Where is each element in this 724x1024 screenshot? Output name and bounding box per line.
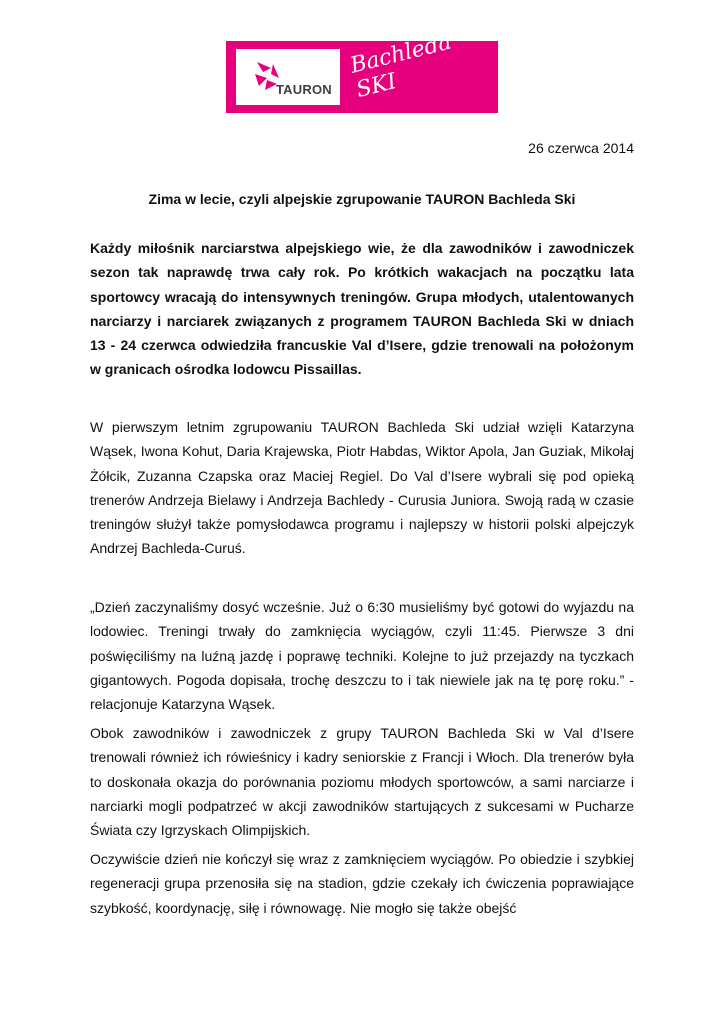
body-paragraph: Obok zawodników i zawodniczek z grupy TAURON Bachleda Ski w Val d’Isere trenowali również ich rówieśnicy i kadry seniorskie z Francji i Włoch. Dla trenerów była to doskonała okazja do porównania poziomu młodych sportowców, a sami narciarze i narciarki mogli podpatrzeć w akcji zawodników startujących z sukcesami w Pucharze Świata czy Igrzyskach Olimpijskich. [90, 725, 634, 839]
document-date: 26 czerwca 2014 [528, 140, 634, 156]
lead-paragraph: Każdy miłośnik narciarstwa alpejskiego wie, że dla zawodników i zawodniczek sezon tak naprawdę trwa cały rok. Po krótkich wakacjach na początku lata sportowcy wracają do intensywnych treningów. Grupa młodych, utalentowanych narciarzy i narciarek związanych z programem TAURON Bachleda Ski w dniach 13 - 24 czerwca odwiedziła francuskie Val d’Isere, gdzie trenowali na położonym w granicach ośrodka lodowcu Pissaillas. [90, 240, 634, 378]
body-paragraph: W pierwszym letnim zgrupowaniu TAURON Bachleda Ski udział wzięli Katarzyna Wąsek, Iwona Kohut, Daria Krajewska, Piotr Habdas, Wiktor Apola, Jan Guziak, Mikołaj Żółcik, Zuzanna Czapska oraz Maciej Regiel. Do Val d’Isere wybrali się pod opieką trenerów Andrzeja Bielawy i Andrzeja Bachledy - Curusia Juniora. Swoją radą w czasie treningów służył także pomysłodawca programu i najlepszy w historii polski alpejczyk Andrzej Bachleda-Curuś. [90, 419, 634, 557]
tauron-logo [236, 49, 340, 105]
header-banner [226, 29, 498, 113]
body-paragraph: Oczywiście dzień nie kończył się wraz z zamknięciem wyciągów. Po obiedzie i szybkiej regeneracji grupa przenosiła się na stadion, gdzie czekały ich ćwiczenia poprawiające szybkość, koordynację, siłę i równowagę. Nie mogło się także obejść [90, 851, 634, 916]
brand-script: Bachleda SKI [347, 29, 454, 103]
body-paragraph: „Dzień zaczynaliśmy dosyć wcześnie. Już o 6:30 musieliśmy być gotowi do wyjazdu na lodowiec. Treningi trwały do zamknięcia wyciągów, czyli 11:45. Pierwsze 3 dni poświęciliśmy na luźną jazdę i poprawę techniki. Kolejne to już przejazdy na tyczkach gigantowych. Pogoda dopisała, trochę deszczu to i tak niewiele jak na tę porę roku.” - relacjonuje Katarzyna Wąsek. [90, 599, 634, 713]
document-title: Zima w lecie, czyli alpejskie zgrupowanie TAURON Bachleda Ski [148, 191, 576, 207]
logo-text: TAURON [276, 82, 332, 97]
